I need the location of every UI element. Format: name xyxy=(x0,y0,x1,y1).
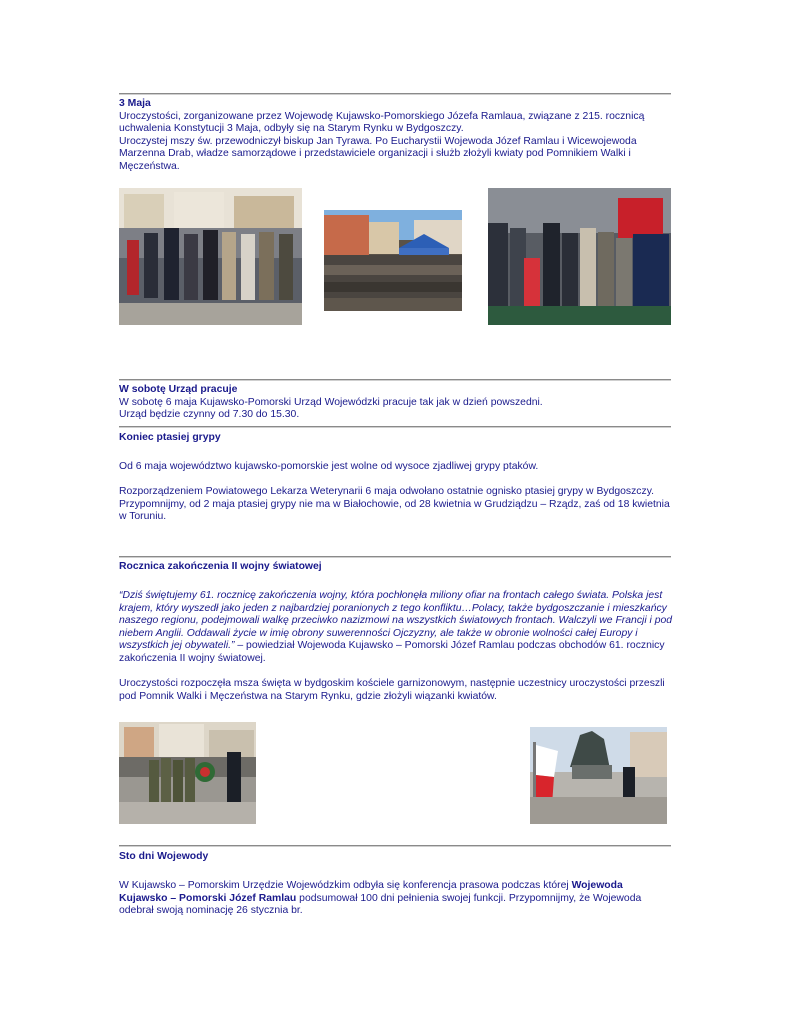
quote-line: wszystkich jej obywateli.” xyxy=(119,640,235,652)
quote-line: krajem, który wyszedł jako jeden z najbardziej poranionych z tego konfliktu…Polacy, także bydgoszczanie i mieszkańcy xyxy=(119,602,667,614)
divider xyxy=(119,845,671,847)
article-saturday-office xyxy=(119,384,671,422)
photo-monument-speaker xyxy=(530,727,667,824)
text-line: Męczeństwa. xyxy=(119,160,180,172)
text-line: Uroczystości rozpoczęła msza święta w bydgoskim kościele garnizonowym, następnie uczestnicy uroczystości przeszli xyxy=(119,678,665,689)
text-line: uchwalenia Konstytucji 3 Maja, odbyły się na Starym Rynku w Bydgoszczy. xyxy=(119,123,464,135)
text-line: W sobotę 6 maja Kujawsko-Pomorski Urząd Wojewódzki pracuje tak jak w dzień powszedni. xyxy=(119,396,543,408)
text-line: Urząd będzie czynny od 7.30 do 15.30. xyxy=(119,409,300,421)
article-ww2-anniversary xyxy=(119,561,671,574)
photo-square-crowd xyxy=(324,210,462,311)
article-paragraph xyxy=(119,461,671,474)
divider xyxy=(119,556,671,558)
bold-text: Wojewoda xyxy=(571,880,623,891)
text-line: odebrał swoją nominację 26 stycznia br. xyxy=(119,905,303,917)
article-3-maja xyxy=(119,98,671,174)
article-title: W sobotę Urząd pracuje xyxy=(119,384,238,395)
article-title: Rocznica zakończenia II wojny światowej xyxy=(119,561,322,572)
article-paragraph xyxy=(119,678,671,703)
article-paragraph xyxy=(119,880,671,918)
quote-line: naszego regionu, podejmowali walkę przeciwko nazizmowi na wszystkich światowych frontach. Walczyli we Francji i pod xyxy=(119,615,673,627)
divider xyxy=(119,426,671,428)
text-line: Uroczystej mszy św. przewodniczył biskup Jan Tyrawa. Po Eucharystii Wojewoda Józef Ramlau i Wicewojewoda xyxy=(119,135,637,147)
article-bird-flu xyxy=(119,432,671,445)
text-line: Rozporządzeniem Powiatowego Lekarza Weterynarii 6 maja odwołano ostatnie ognisko ptasiej grypy w Bydgoszczy. xyxy=(119,486,655,497)
photo-wreath-ceremony xyxy=(119,722,256,824)
text-line: Przypomnijmy, od 2 maja ptasiej grypy nie ma w Białochowie, od 28 kwietnia w Grudziądzu – Rządz, zaś od 18 kwietnia xyxy=(119,498,670,510)
quote-line: niebem Anglii. Oddawali życie w imię obrony suwerenności Ojczyzny, ale także w obronie wolności całej Europy i xyxy=(119,627,638,639)
photo-officials-banner xyxy=(488,188,671,325)
divider xyxy=(119,93,671,95)
text-line: Marzenna Drab, władze samorządowe i przedstawiciele organizacji i służb złożyli kwiaty pod Pomnikiem Walki i xyxy=(119,148,631,160)
divider xyxy=(119,379,671,381)
article-title: 3 Maja xyxy=(119,98,151,109)
text-line: zakończenia II wojny światowej. xyxy=(119,652,266,664)
text-segment: W Kujawsko – Pomorskim Urzędzie Wojewódzkim odbyła się konferencja prasowa podczas której xyxy=(119,880,572,891)
bold-text: Kujawsko – Pomorski Józef Ramlau xyxy=(119,892,297,904)
text-line: w Toruniu. xyxy=(119,511,167,523)
article-title: Koniec ptasiej grypy xyxy=(119,432,221,443)
quote-paragraph xyxy=(119,590,671,666)
text-segment: podsumował 100 dni pełnienia swojej funkcji. Przypomnijmy, że Wojewoda xyxy=(296,892,642,904)
text-line: pod Pomnik Walki i Męczeństwa na Starym Rynku, gdzie złożyli wiązanki kwiatów. xyxy=(119,690,497,702)
text-line: Od 6 maja województwo kujawsko-pomorskie jest wolne od wysoce zjadliwej grypy ptaków. xyxy=(119,461,539,472)
photo-officials-ceremony xyxy=(119,188,302,325)
text-line: Uroczystości, zorganizowane przez Wojewodę Kujawsko-Pomorskiego Józefa Ramlaua, związane z 215. rocznicą xyxy=(119,110,645,122)
quote-line: “Dziś świętujemy 61. rocznicę zakończenia wojny, która pochłonęła miliony ofiar na frontach całego świata. Polska jest xyxy=(119,590,663,601)
article-title: Sto dni Wojewody xyxy=(119,851,209,862)
article-paragraph xyxy=(119,486,671,524)
article-100-days xyxy=(119,851,671,864)
quote-attribution: – powiedział Wojewoda Kujawsko – Pomorski Józef Ramlau podczas obchodów 61. rocznicy xyxy=(234,640,665,652)
